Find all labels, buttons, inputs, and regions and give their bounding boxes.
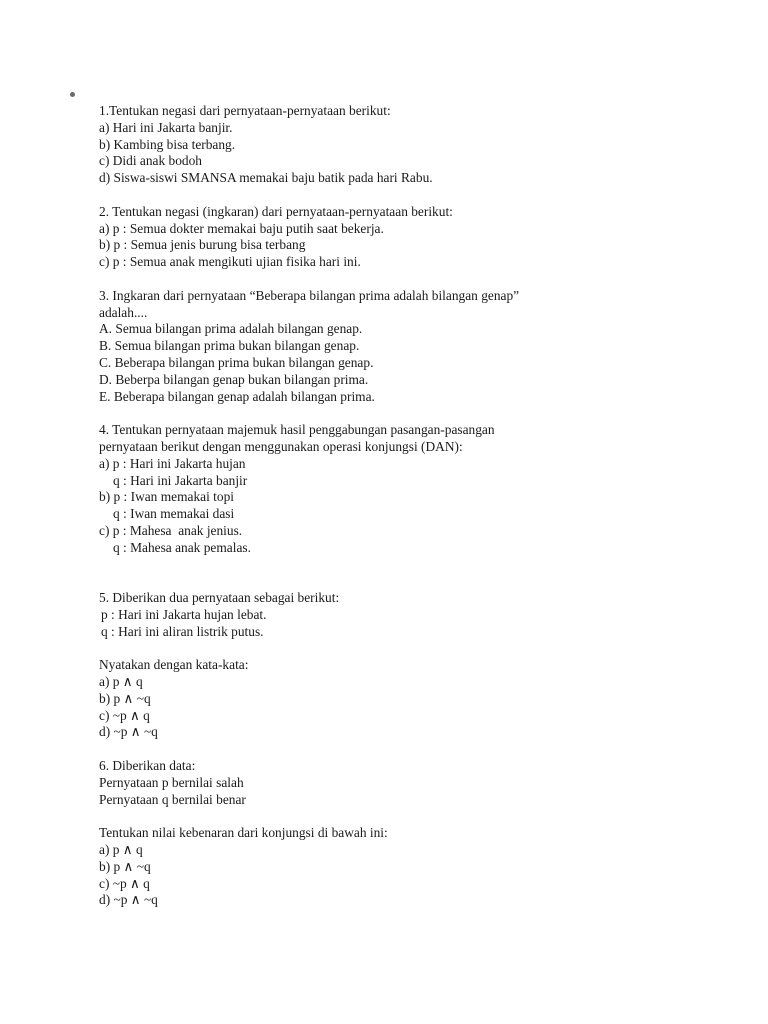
question-2-item-a: a) p : Semua dokter memakai baju putih saat bekerja.: [99, 220, 384, 236]
question-4-item-c-p: c) p : Mahesa anak jenius.: [99, 522, 243, 538]
question-3-heading-cont: adalah....: [99, 304, 148, 320]
question-6-data-q: Pernyataan q bernilai benar: [99, 791, 246, 807]
question-5-item-d: d) ~p ∧ ~q: [99, 724, 158, 740]
question-4-heading: 4. Tentukan pernyataan majemuk hasil penggabungan pasangan-pasangan: [99, 422, 495, 438]
question-3-option-c: C. Beberapa bilangan prima bukan bilangan genap.: [99, 354, 374, 370]
question-6-item-a: a) p ∧ q: [99, 842, 143, 858]
question-4-item-a-q: q : Hari ini Jakarta banjir: [113, 472, 248, 488]
question-4-item-b-q: q : Iwan memakai dasi: [113, 506, 235, 522]
question-4-item-c-q: q : Mahesa anak pemalas.: [113, 539, 251, 555]
list-bullet: [70, 92, 75, 97]
question-2: [99, 204, 719, 271]
question-6: [99, 758, 719, 909]
question-5-item-c: c) ~p ∧ q: [99, 707, 150, 723]
question-3-option-e: E. Beberapa bilangan genap adalah bilangan prima.: [99, 388, 375, 404]
question-2-item-c: c) p : Semua anak mengikuti ujian fisika hari ini.: [99, 254, 361, 270]
question-6-item-c: c) ~p ∧ q: [99, 875, 150, 891]
question-4-heading-cont: pernyataan berikut dengan menggunakan operasi konjungsi (DAN):: [99, 438, 463, 454]
question-1-item-b: b) Kambing bisa terbang.: [99, 136, 236, 152]
question-1-item-a: a) Hari ini Jakarta banjir.: [99, 119, 233, 135]
question-3-option-d: D. Beberpa bilangan genap bukan bilangan prima.: [99, 371, 369, 387]
question-3: [99, 288, 719, 406]
question-5-instruction: Nyatakan dengan kata-kata:: [99, 657, 249, 673]
question-6-item-d: d) ~p ∧ ~q: [99, 892, 158, 908]
question-6-heading: 6. Diberikan data:: [99, 758, 196, 774]
question-1-heading: 1.Tentukan negasi dari pernyataan-pernyataan berikut:: [99, 103, 391, 118]
question-6-item-b: b) p ∧ ~q: [99, 858, 151, 874]
question-1-item-c: c) Didi anak bodoh: [99, 153, 203, 169]
question-5-statement-p: p : Hari ini Jakarta hujan lebat.: [101, 606, 267, 622]
question-3-option-b: B. Semua bilangan prima bukan bilangan genap.: [99, 338, 360, 354]
question-4-item-b-p: b) p : Iwan memakai topi: [99, 489, 234, 505]
question-6-instruction: Tentukan nilai kebenaran dari konjungsi di bawah ini:: [99, 825, 388, 841]
question-5-item-a: a) p ∧ q: [99, 674, 143, 690]
question-6-data-p: Pernyataan p bernilai salah: [99, 774, 244, 790]
question-5-item-b: b) p ∧ ~q: [99, 690, 151, 706]
question-4: [99, 422, 719, 556]
question-5-heading: 5. Diberikan dua pernyataan sebagai berikut:: [99, 590, 340, 606]
question-3-option-a: A. Semua bilangan prima adalah bilangan genap.: [99, 321, 363, 337]
document-content: [99, 103, 719, 909]
question-3-heading: 3. Ingkaran dari pernyataan “Beberapa bilangan prima adalah bilangan genap”: [99, 287, 520, 303]
question-2-item-b: b) p : Semua jenis burung bisa terbang: [99, 237, 306, 253]
question-2-heading: 2. Tentukan negasi (ingkaran) dari pernyataan-pernyataan berikut:: [99, 203, 453, 219]
question-5: [99, 590, 719, 741]
question-4-item-a-p: a) p : Hari ini Jakarta hujan: [99, 455, 246, 471]
question-5-statement-q: q : Hari ini aliran listrik putus.: [101, 623, 264, 639]
question-1: [99, 103, 719, 187]
question-1-item-d: d) Siswa-siswi SMANSA memakai baju batik pada hari Rabu.: [99, 170, 433, 186]
